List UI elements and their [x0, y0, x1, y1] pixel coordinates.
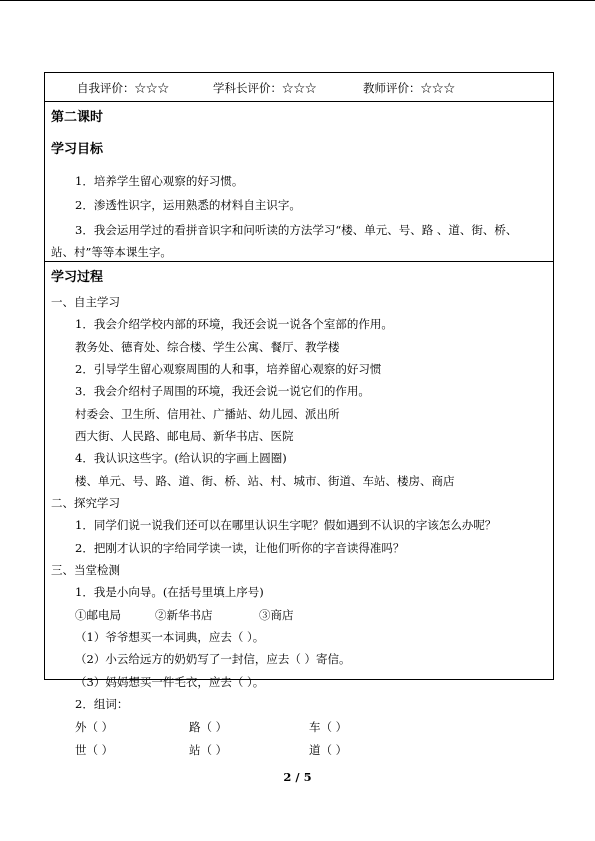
learning-goals-section [45, 102, 553, 262]
question1-item: （3）妈妈想买一件毛衣，应去（ ）。 [75, 675, 265, 689]
word-blank: 站（ ） [189, 743, 228, 757]
teacher-evaluation: 教师评价：☆☆☆ [363, 81, 455, 95]
part1-line: 2．引导学生留心观察周围的人和事，培养留心观察的好习惯 [75, 362, 382, 376]
subject-leader-evaluation: 学科长评价：☆☆☆ [213, 81, 317, 95]
lesson-table [44, 72, 554, 757]
part1-line: 村委会、卫生所、信用社、广播站、幼儿园、派出所 [75, 407, 340, 421]
question1-item: （2）小云给远方的奶奶写了一封信，应去（ ）寄信。 [75, 652, 351, 666]
word-blank: 外（ ） [75, 720, 114, 734]
part2-line: 1．同学们说一说我们还可以在哪里认识生字呢？假如遇到不认识的字该怎么办呢？ [75, 518, 497, 532]
part1-line: 教务处、德育处、综合楼、学生公寓、餐厅、教学楼 [75, 340, 340, 354]
part3-title: 三、当堂检测 [51, 563, 120, 577]
word-blank: 世（ ） [75, 743, 114, 757]
process-heading: 学习过程 [51, 270, 104, 285]
learning-process-section [45, 262, 553, 757]
part2-line: 2．把刚才认识的字给同学读一读，让他们听你的字音读得准吗？ [75, 541, 405, 555]
goal-item-continued: 站、村”等等本课生字。 [51, 245, 172, 259]
evaluation-row [45, 73, 553, 102]
self-evaluation: 自我评价：☆☆☆ [77, 81, 169, 95]
word-blank: 道（ ） [309, 743, 348, 757]
question2-title: 2．组词： [75, 697, 129, 711]
question1-option: ①邮电局 [75, 608, 121, 622]
header-rule [0, 0, 595, 1]
word-blank: 车（ ） [309, 720, 348, 734]
part1-line: 4．我认识这些字。(给认识的字画上圆圈) [75, 451, 287, 465]
lesson-title: 第二课时 [51, 110, 104, 125]
goals-heading: 学习目标 [51, 142, 104, 157]
word-blank: 路（ ） [189, 720, 228, 734]
part1-line: 3．我会介绍村子周围的环境，我还会说一说它们的作用。 [75, 384, 370, 398]
goal-item: 1．培养学生留心观察的好习惯。 [75, 174, 244, 188]
question1-item: （1）爷爷想买一本词典，应去（ ）。 [75, 630, 265, 644]
part1-line: 1．我会介绍学校内部的环境，我还会说一说各个室部的作用。 [75, 317, 393, 331]
goal-item: 2．渗透性识字，运用熟悉的材料自主识字。 [75, 198, 301, 212]
part2-title: 二、探究学习 [51, 496, 120, 510]
question1-option: ②新华书店 [155, 608, 213, 622]
question1-title: 1．我是小向导。(在括号里填上序号) [75, 585, 264, 599]
question1-option: ③商店 [259, 608, 294, 622]
part1-line: 西大街、人民路、邮电局、新华书店、医院 [75, 429, 294, 443]
goal-item: 3．我会运用学过的看拼音识字和问听读的方法学习“楼、单元、号、路 、道、街、桥、 [75, 223, 518, 237]
part1-line: 楼、单元、号、路、道、街、桥、站、村、城市、街道、车站、楼房、商店 [75, 474, 455, 488]
part1-title: 一、自主学习 [51, 295, 120, 309]
page-number: 2 / 5 [283, 770, 312, 784]
